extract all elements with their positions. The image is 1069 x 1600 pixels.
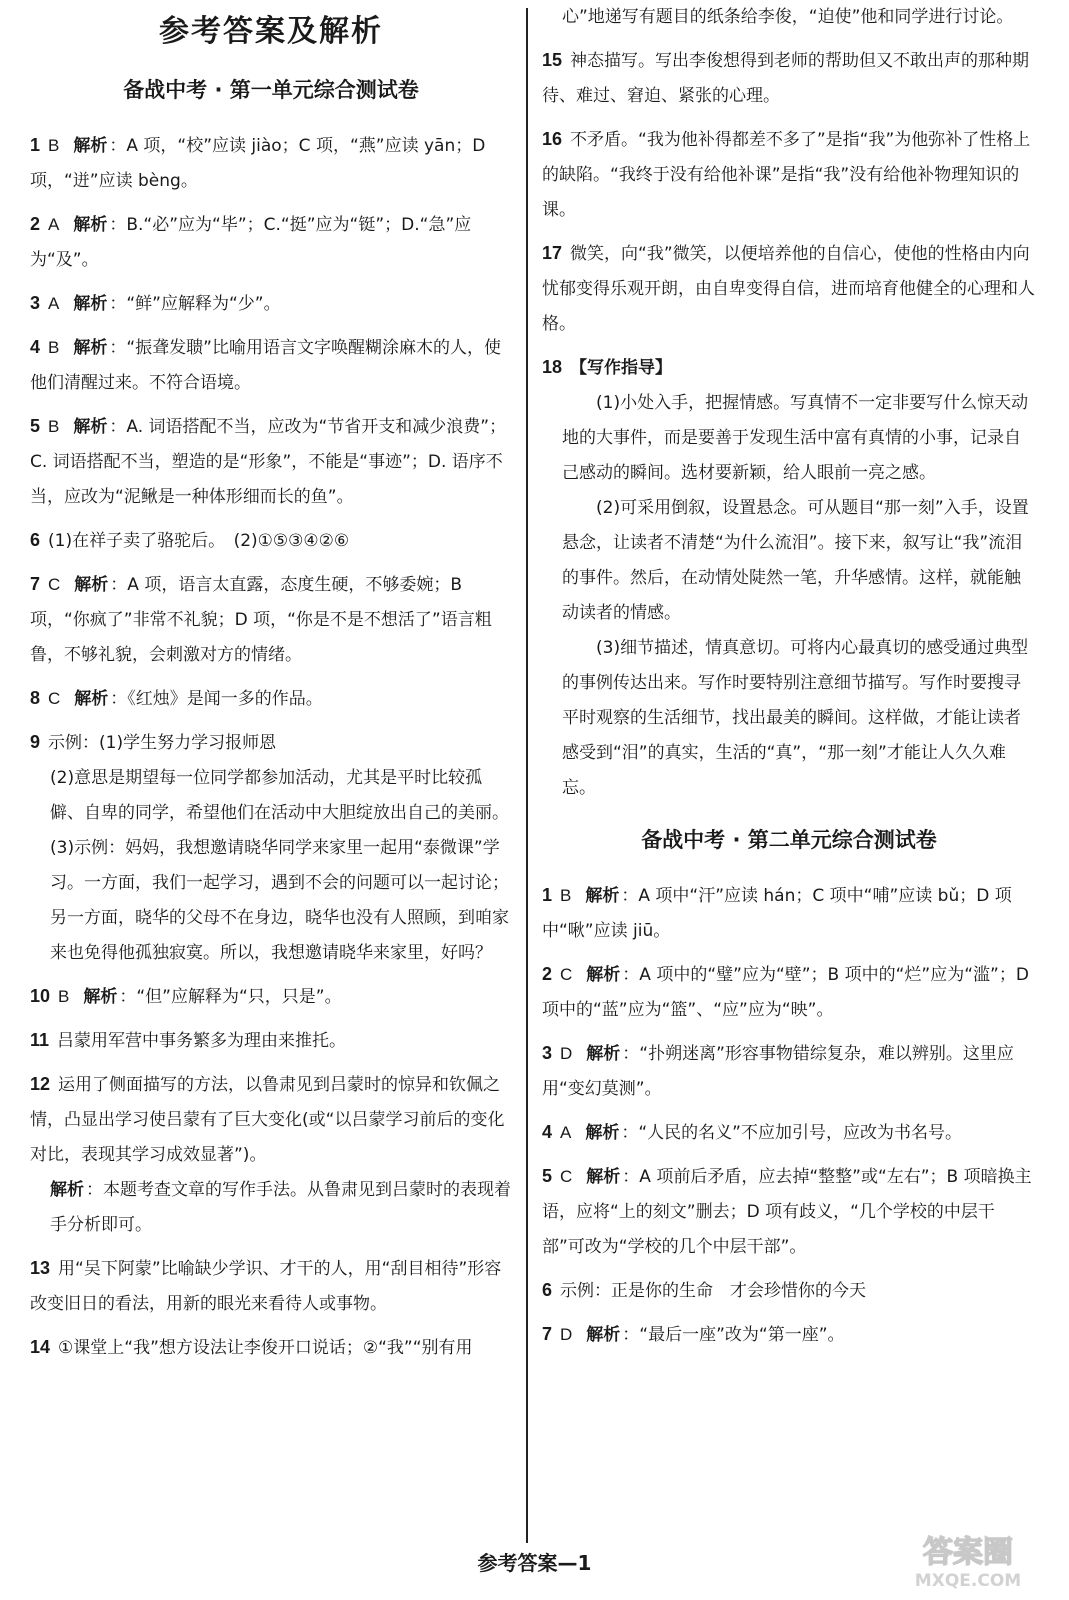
right-column — [542, 0, 1036, 1361]
item-answer: D — [560, 1325, 573, 1344]
item-number: 2 — [542, 964, 553, 984]
item-answer: C — [560, 965, 573, 984]
analysis-label: 解析 — [73, 136, 108, 156]
item-answer: B — [48, 338, 60, 357]
item-number: 6 — [30, 530, 41, 550]
item-answer: B — [58, 987, 70, 1006]
item-number: 15 — [542, 50, 563, 70]
item-number: 3 — [542, 1043, 553, 1063]
column-divider — [526, 8, 528, 1543]
item-number: 2 — [30, 214, 41, 234]
item-number: 17 — [542, 243, 563, 263]
analysis-label: 解析 — [585, 886, 620, 906]
item-text: 吕蒙用军营中事务繁多为理由来推托。 — [57, 1031, 347, 1051]
analysis-label: 解析 — [74, 575, 109, 595]
item-number: 7 — [542, 1324, 553, 1344]
item-number: 14 — [30, 1337, 51, 1357]
item-answer: D — [560, 1044, 573, 1063]
answer-item-u2-6 — [542, 1273, 1036, 1309]
item-number: 1 — [30, 135, 41, 155]
answer-item-13 — [30, 1251, 512, 1322]
item-answer: B — [48, 136, 60, 155]
answer-item-12 — [30, 1067, 512, 1243]
item-number: 11 — [30, 1030, 50, 1050]
answer-item-u2-3 — [542, 1036, 1036, 1107]
analysis-label: 解析 — [73, 215, 108, 235]
watermark-line1: 答案圈 — [923, 1535, 1013, 1570]
item-text: ：B.“必”应为“毕”；C.“挺”应为“铤”；D.“急”应为“及”。 — [30, 215, 472, 270]
item-answer: C — [560, 1167, 573, 1186]
item-number: 5 — [30, 416, 41, 436]
item-number: 3 — [30, 293, 41, 313]
answer-item-8 — [30, 681, 512, 717]
item-answer: C — [48, 575, 61, 594]
item-text: ：《红烛》是闻一多的作品。 — [110, 689, 323, 709]
item-text: ：“鲜”应解释为“少”。 — [109, 294, 281, 314]
item-text: 用“吴下阿蒙”比喻缺少学识、才干的人，用“刮目相待”形容改变旧日的看法，用新的眼光来看待人或事物。 — [30, 1259, 502, 1314]
answer-item-5 — [30, 409, 512, 515]
item-number: 6 — [542, 1280, 553, 1300]
item-answer: C — [48, 689, 61, 708]
item-answer: A — [48, 294, 60, 313]
answer-item-10 — [30, 979, 512, 1015]
item-number: 8 — [30, 688, 41, 708]
watermark-logo-icon — [893, 1528, 1043, 1592]
item-text: (1)在祥子卖了骆驼后。 (2)①⑤③④②⑥ — [48, 531, 350, 551]
item-text: 示例：正是你的生命 才会珍惜你的今天 — [560, 1281, 867, 1301]
left-column — [30, 0, 512, 1374]
answer-item-2 — [30, 207, 512, 278]
item-number: 4 — [30, 337, 41, 357]
answer-item-9 — [30, 725, 512, 971]
item-number: 1 — [542, 885, 553, 905]
analysis-label: 解析 — [586, 1167, 621, 1187]
section-title-unit2: 备战中考 · 第二单元综合测试卷 — [641, 828, 937, 852]
answer-item-17 — [542, 236, 1036, 342]
answer-item-u2-4 — [542, 1115, 1036, 1151]
answer-item-u2-1 — [542, 878, 1036, 949]
item-number: 5 — [542, 1166, 553, 1186]
page-title: 参考答案及解析 — [159, 14, 383, 49]
answer-item-18 — [542, 350, 1036, 806]
answer-item-u2-7 — [542, 1317, 1036, 1353]
answer-item-1 — [30, 128, 512, 199]
analysis-label: 解析 — [73, 338, 108, 358]
answer-item-16 — [542, 122, 1036, 228]
answer-item-6 — [30, 523, 512, 559]
item-number: 18 — [542, 357, 563, 377]
item-text: ：“最后一座”改为“第一座”。 — [622, 1325, 845, 1345]
item-number: 16 — [542, 129, 563, 149]
analysis-label: 解析 — [73, 294, 108, 314]
answer-item-u2-5 — [542, 1159, 1036, 1265]
analysis-label: 解析 — [586, 1325, 621, 1345]
answer-item-14-continued — [542, 0, 1036, 35]
item-number: 13 — [30, 1258, 51, 1278]
answer-item-14 — [30, 1330, 512, 1366]
item-number: 4 — [542, 1122, 553, 1142]
item-answer: B — [48, 417, 60, 436]
answer-item-u2-2 — [542, 957, 1036, 1028]
item-text: 示例：(1)学生努力学习报师恩 — [48, 733, 277, 753]
item-text: ：A 项，语言太直露，态度生硬，不够委婉；B 项，“你疯了”非常不礼貌；D 项，“你是不是不想活了”语言粗鲁，不够礼貌，会刺激对方的情绪。 — [30, 575, 492, 665]
item-number: 12 — [30, 1074, 51, 1094]
answer-item-4 — [30, 330, 512, 401]
item-text: 不矛盾。“我为他补得都差不多了”是指“我”为他弥补了性格上的缺陷。“我终于没有给他补课”是指“我”没有给他补物理知识的课。 — [542, 130, 1031, 220]
writing-guide-paragraph: (3)细节描述，情真意切。可将内心最真切的感受通过典型的事例传达出来。写作时要特别注意细节描写。写作时要搜寻平时观察的生活细节，找出最美的瞬间。这样做，才能让读者感受到“泪”的真实，生活的“真”，“那一刻”才能让人久久难忘。 — [562, 638, 1029, 798]
page-footer: 参考答案—1 — [477, 1551, 592, 1575]
writing-guide-heading: 【写作指导】 — [570, 358, 673, 378]
item-text: 心”地递写有题目的纸条给李俊，“迫使”他和同学进行讨论。 — [562, 7, 1014, 27]
writing-guide-paragraph: (1)小处入手，把握情感。写真情不一定非要写什么惊天动地的大事件，而是要善于发现生活中富有真情的小事，记录自己感动的瞬间。选材要新颖，给人眼前一亮之感。 — [562, 393, 1029, 483]
analysis-label: 解析 — [74, 689, 109, 709]
item-text: ：“振聋发聩”比喻用语言文字唤醒糊涂麻木的人，使他们清醒过来。不符合语境。 — [30, 338, 501, 393]
item-note: ：本题考查文章的写作手法。从鲁肃见到吕蒙时的表现着手分析即可。 — [50, 1180, 511, 1235]
item-text: ①课堂上“我”想方设法让李俊开口说话；②“我”“别有用 — [58, 1338, 473, 1358]
item-number: 9 — [30, 732, 41, 752]
section-title-unit1: 备战中考 · 第一单元综合测试卷 — [123, 78, 419, 102]
item-text: 运用了侧面描写的方法，以鲁肃见到吕蒙时的惊异和钦佩之情，凸显出学习使吕蒙有了巨大变化(或“以吕蒙学习前后的变化对比，表现其学习成效显著”)。 — [30, 1075, 505, 1165]
item-text: ：A 项中的“璧”应为“壁”；B 项中的“烂”应为“滥”；D 项中的“蓝”应为“篮”、“应”应为“映”。 — [542, 965, 1029, 1020]
item-text: ：A 项，“校”应读 jiào；C 项，“燕”应读 yān；D 项，“迸”应读 bèng。 — [30, 136, 486, 191]
answer-item-11 — [30, 1023, 512, 1059]
analysis-label: 解析 — [585, 1123, 620, 1143]
answer-item-3 — [30, 286, 512, 322]
item-text: ：A 项中“汗”应读 hán；C 项中“哺”应读 bǔ；D 项中“啾”应读 jiū。 — [542, 886, 1012, 941]
answer-item-7 — [30, 567, 512, 673]
analysis-label: 解析 — [586, 1044, 621, 1064]
writing-guide-paragraph: (2)可采用倒叙，设置悬念。可从题目“那一刻”入手，设置悬念，让读者不清楚“为什么流泪”。接下来，叙写让“我”流泪的事件。然后，在动情处陡然一笔，升华感情。这样，就能触动读者的情感。 — [562, 498, 1029, 623]
item-text: 微笑，向“我”微笑，以便培养他的自信心，使他的性格由内向忧郁变得乐观开朗，由自卑变得自信，进而培育他健全的心理和人格。 — [542, 244, 1035, 334]
item-text: ：“人民的名义”不应加引号，应改为书名号。 — [621, 1123, 962, 1143]
analysis-label: 解析 — [586, 965, 621, 985]
item-number: 7 — [30, 574, 41, 594]
answer-item-15 — [542, 43, 1036, 114]
item-answer: B — [560, 886, 572, 905]
item-subanswer: (2)意思是期望每一位同学都参加活动，尤其是平时比较孤僻、自卑的同学，希望他们在活动中大胆绽放出自己的美丽。 — [50, 768, 509, 823]
item-number: 10 — [30, 986, 51, 1006]
item-text: ：A. 词语搭配不当，应改为“节省开支和减少浪费”；C. 词语搭配不当，塑造的是“形象”，不能是“事迹”；D. 语序不当，应改为“泥鳅是一种体形细而长的鱼”。 — [30, 417, 507, 507]
item-text: ：“但”应解释为“只，只是”。 — [119, 987, 342, 1007]
item-answer: A — [48, 215, 60, 234]
item-answer: A — [560, 1123, 572, 1142]
analysis-label: 解析 — [73, 417, 108, 437]
analysis-label: 解析 — [83, 987, 118, 1007]
item-text: ：A 项前后矛盾，应去掉“整整”或“左右”；B 项暗换主语，应将“上的刻文”删去；D 项有歧义，“几个学校的中层干部”可改为“学校的几个中层干部”。 — [542, 1167, 1032, 1257]
item-text: ：“扑朔迷离”形容事物错综复杂，难以辨别。这里应用“变幻莫测”。 — [542, 1044, 1014, 1099]
item-text: 神态描写。写出李俊想得到老师的帮助但又不敢出声的那种期待、难过、窘迫、紧张的心理。 — [542, 51, 1030, 106]
analysis-label: 解析 — [50, 1180, 84, 1200]
watermark-line2: MXQE.COM — [914, 1571, 1022, 1591]
item-subanswer: (3)示例：妈妈，我想邀请晓华同学来家里一起用“泰微课”学习。一方面，我们一起学习，遇到不会的问题可以一起讨论；另一方面，晓华的父母不在身边，晓华也没有人照顾，到咱家来也免得他孤独寂寞。所以，我想邀请晓华来家里，好吗？ — [50, 838, 509, 963]
